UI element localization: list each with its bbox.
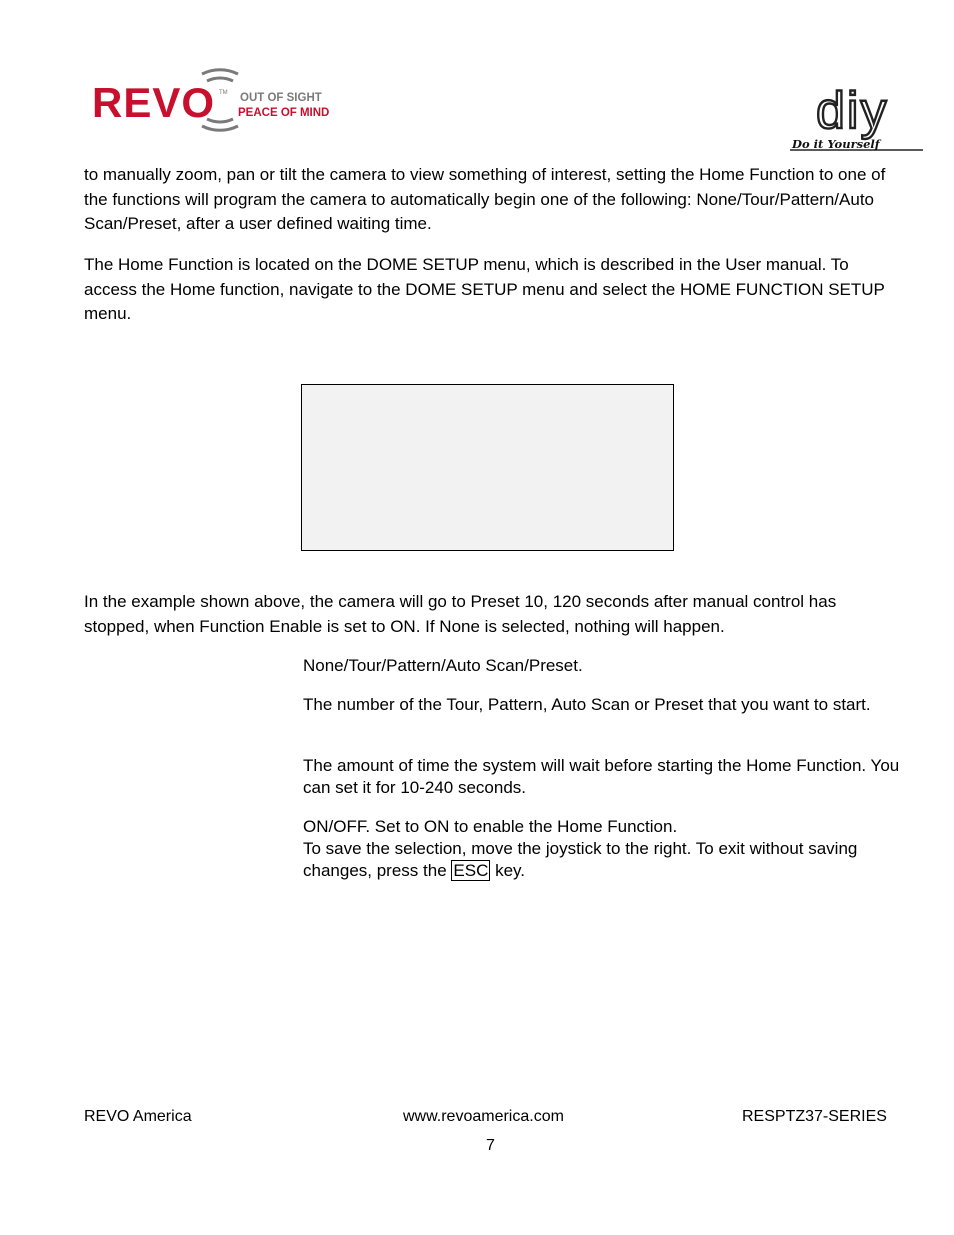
diy-letters: diy bbox=[816, 82, 889, 140]
save-text-end: key. bbox=[495, 861, 526, 880]
diy-logo-graphic bbox=[780, 80, 925, 155]
revo-wordmark: REVO bbox=[92, 79, 216, 126]
diy-logo bbox=[780, 80, 925, 155]
location-paragraph: The Home Function is located on the DOME SETUP menu, which is described in the User manual. To access the Home function, navigate to the DOME SETUP menu and select the HOME FUNCTION SETUP menu. bbox=[84, 255, 885, 323]
tagline-line1: OUT OF SIGHT bbox=[240, 92, 322, 104]
revo-logo bbox=[90, 60, 360, 140]
intro-paragraph: to manually zoom, pan or tilt the camera to view something of interest, setting the Home Function to one of the functions will program the camera to automatically begin one of the following: None/Tour/Pattern/Auto Scan/Preset, after a user defined waiting time. bbox=[84, 165, 886, 233]
save-instructions bbox=[303, 838, 903, 882]
diy-script: Do it Yourself bbox=[792, 137, 880, 151]
tagline-line2: PEACE OF MIND bbox=[238, 107, 330, 119]
esc-key-label: ESC bbox=[453, 861, 489, 880]
revo-logo-graphic bbox=[90, 60, 360, 140]
trademark-mark: TM bbox=[219, 90, 228, 96]
def-number-desc: The number of the Tour, Pattern, Auto Scan or Preset that you want to start. bbox=[303, 695, 871, 714]
page-number: 7 bbox=[486, 1137, 495, 1154]
def-enable-desc: ON/OFF. Set to ON to enable the Home Function. bbox=[303, 817, 678, 836]
footer-model: RESPTZ37-SERIES bbox=[742, 1108, 887, 1125]
menu-screenshot-placeholder bbox=[301, 384, 674, 551]
footer-website: www.revoamerica.com bbox=[403, 1108, 564, 1125]
example-paragraph: In the example shown above, the camera will go to Preset 10, 120 seconds after manual control has stopped, when Function Enable is set to ON. If None is selected, nothing will happen. bbox=[84, 592, 837, 636]
def-time-desc: The amount of time the system will wait before starting the Home Function. You can set it for 10-240 seconds. bbox=[303, 756, 900, 797]
save-text: To save the selection, move the joystick to the right. To exit without saving changes, press the bbox=[303, 839, 858, 880]
def-function-desc: None/Tour/Pattern/Auto Scan/Preset. bbox=[303, 656, 583, 675]
footer-company: REVO America bbox=[84, 1108, 192, 1125]
